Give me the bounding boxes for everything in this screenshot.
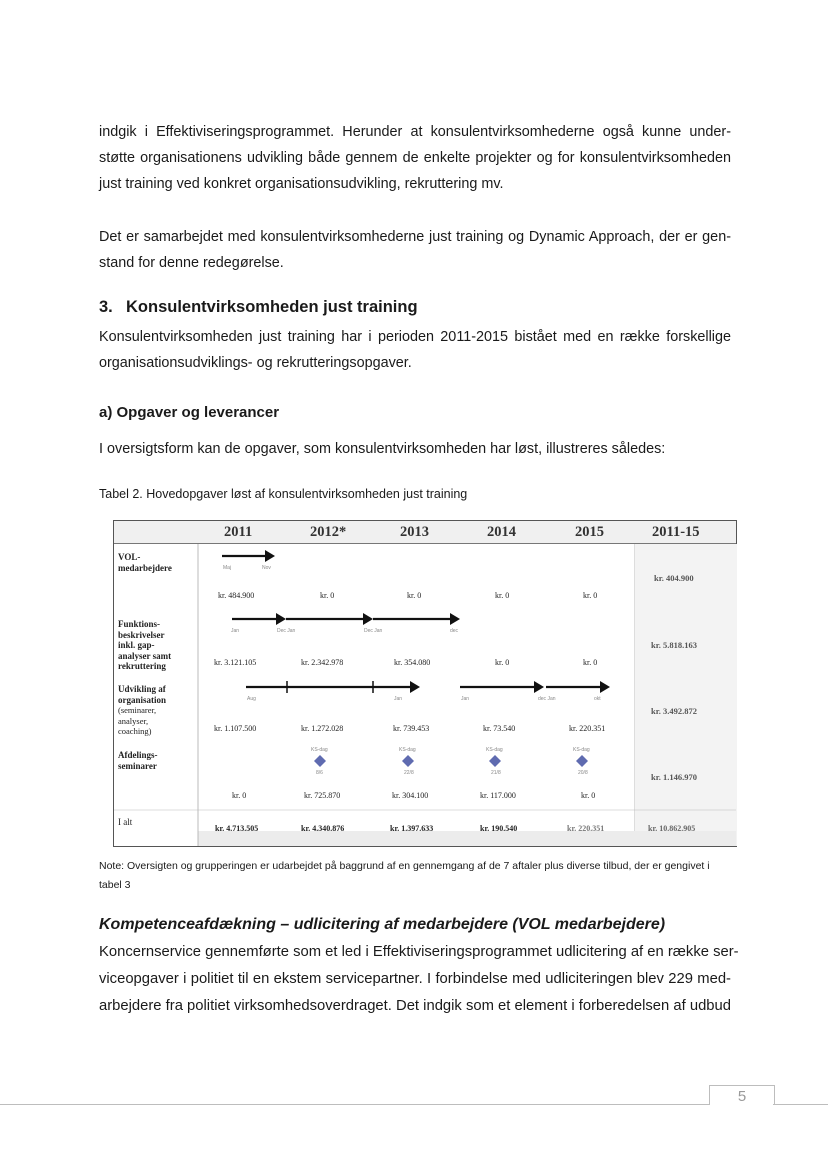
row-label-udv-4: analyser,: [118, 715, 149, 726]
collaboration-paragraph: [99, 224, 731, 276]
tick-udv-2: Jan: [394, 696, 403, 702]
seminar-diamond-2012: [314, 755, 326, 767]
footer-rule-right: [773, 1104, 828, 1105]
row-label-udv-3: (seminarer,: [118, 705, 157, 715]
date-afd-2: 22/8: [404, 770, 414, 776]
tick-afd-1: KS-dag: [311, 747, 328, 753]
year-2011-15: 2011-15: [652, 524, 700, 540]
para2-line-1: Det er samarbejdet med konsulentvirksomhederne just training og Dynamic Approach, der er gen-: [99, 229, 731, 245]
funk-arrowhead-2: [363, 613, 373, 625]
udv-arrowhead-3: [600, 681, 610, 693]
final-line-1: Koncernservice gennemførte som et led i Effektiviseringsprogrammet udlicitering af en række ser-: [99, 944, 739, 960]
total-funk: kr. 5.818.163: [651, 640, 697, 650]
tick-funk-4: dec: [450, 628, 459, 634]
tick-vol-maj: Maj: [223, 565, 232, 571]
row-label-funk-2: beskrivelser: [118, 629, 165, 640]
row-label-funk-5: rekruttering: [118, 661, 166, 671]
udv-arrowhead-2: [534, 681, 544, 693]
section-paragraph: [99, 324, 731, 376]
amount-udv-2012: kr. 1.272.028: [301, 724, 344, 733]
amount-udv-2014: kr. 73.540: [483, 724, 516, 733]
final-line-2: viceopgaver i politiet til en ekstem servicepartner. I forbindelse med udliciteringen blev 229 med-: [99, 971, 731, 987]
intro-paragraph: [99, 119, 731, 197]
amount-udv-2015: kr. 220.351: [569, 724, 606, 733]
section-line-2: organisationsudviklings- og rekrutteringsopgaver.: [99, 355, 412, 371]
row-label-udv-1: Udvikling af: [118, 684, 166, 694]
sum-total: kr. 10.862.905: [648, 824, 696, 833]
tick-udv-1: Aug: [247, 696, 256, 702]
sum-2011: kr. 4.713.505: [215, 824, 259, 833]
amount-vol-2015: kr. 0: [583, 591, 598, 600]
year-2014: 2014: [487, 524, 516, 540]
tick-funk-3: Dec Jan: [364, 628, 383, 634]
tick-funk-1: Jan: [231, 628, 240, 634]
task-table: [113, 520, 737, 847]
row-label-udvikling: [118, 684, 166, 737]
subsection-heading: a) Opgaver og leverancer: [99, 404, 280, 421]
row-label-udv-2: organisation: [118, 694, 167, 705]
final-line-3: arbejdere fra politiet virksomhedsoverdraget. Det indgik som et element i forberedelsen af udbud: [99, 998, 731, 1014]
amount-vol-2011: kr. 484.900: [218, 591, 255, 600]
section-line-1: Konsulentvirksomheden just training har i perioden 2011-2015 bistået med en række forskellige: [99, 329, 731, 345]
para2-line-2: stand for denne redegørelse.: [99, 255, 284, 271]
vol-heading: Kompetenceafdækning – udlicitering af medarbejdere (VOL medarbejdere): [99, 916, 666, 933]
sum-2015: kr. 220.351: [567, 824, 605, 833]
row-label-vol-2: medarbejdere: [118, 562, 172, 573]
seminar-diamond-2014: [489, 755, 501, 767]
row-label-funktions: [118, 619, 171, 672]
tick-afd-4: KS-dag: [573, 747, 590, 753]
year-2013: 2013: [400, 524, 429, 540]
amount-vol-2014: kr. 0: [495, 591, 510, 600]
total-afd: kr. 1.146.970: [651, 772, 697, 782]
date-afd-1: 8/6: [316, 770, 323, 776]
intro-line-3: just training ved konkret organisationsudvikling, rekruttering mv.: [99, 176, 504, 192]
amount-udv-2013: kr. 739.453: [393, 724, 430, 733]
date-afd-3: 21/8: [491, 770, 501, 776]
row-label-funk-1: Funktions-: [118, 619, 161, 629]
funk-arrowhead-1: [276, 613, 286, 625]
section-number: 3.: [99, 298, 113, 316]
row-label-udv-5: coaching): [118, 726, 152, 736]
total-udv: kr. 3.492.872: [651, 706, 697, 716]
tick-afd-3: KS-dag: [486, 747, 503, 753]
funk-arrowhead-3: [450, 613, 460, 625]
date-afd-4: 20/8: [578, 770, 588, 776]
amount-afd-2014: kr. 117.000: [480, 791, 516, 800]
udv-arrowhead-1: [410, 681, 420, 693]
amount-afd-2011: kr. 0: [232, 791, 247, 800]
year-2015: 2015: [575, 524, 604, 540]
amount-afd-2013: kr. 304.100: [392, 791, 429, 800]
row-label-afd-1: Afdelings-: [118, 750, 158, 760]
tick-funk-2: Dec Jan: [277, 628, 296, 634]
row-label-funk-4: analyser samt: [118, 650, 172, 661]
tick-udv-5: okt: [594, 696, 601, 702]
intro-line-2: støtte organisationens udvikling både gennem de enkelte projekter og for konsulentvirksomheden: [99, 150, 731, 166]
row-label-vol-1: VOL-: [118, 552, 141, 562]
vol-arrowhead: [265, 550, 275, 562]
table-caption: Tabel 2. Hovedopgaver løst af konsulentvirksomheden just training: [99, 487, 468, 501]
sum-2013: kr. 1.397.633: [390, 824, 434, 833]
amount-vol-2012: kr. 0: [320, 591, 335, 600]
subsection-paragraph: [99, 436, 731, 462]
amount-afd-2015: kr. 0: [581, 791, 596, 800]
row-label-afd-2: seminarer: [118, 760, 157, 771]
tick-udv-3: Jan: [461, 696, 470, 702]
amount-afd-2012: kr. 725.870: [304, 791, 341, 800]
seminar-diamond-2015: [576, 755, 588, 767]
section-title: Konsulentvirksomheden just training: [126, 298, 418, 316]
amount-funk-2011: kr. 3.121.105: [214, 658, 257, 667]
intro-line-1: indgik i Effektiviseringsprogrammet. Herunder at konsulentvirksomhederne også kunne under-: [99, 124, 731, 140]
sum-2012: kr. 4.340.876: [301, 824, 345, 833]
subsection-line: I oversigtsform kan de opgaver, som konsulentvirksomheden har løst, illustreres således:: [99, 441, 666, 457]
tick-afd-2: KS-dag: [399, 747, 416, 753]
tick-vol-nov: Nov: [262, 565, 271, 571]
seminar-diamond-2013: [402, 755, 414, 767]
year-2011: 2011: [224, 524, 253, 540]
row-label-afdelings: [118, 750, 158, 771]
tick-udv-4: dec Jan: [538, 696, 556, 702]
table-note: Note: Oversigten og grupperingen er udarbejdet på baggrund af en gennemgang af de 7 aftaler plus diverse tilbud, der er gengivet i tabel 3: [99, 860, 710, 891]
sum-2014: kr. 190.540: [480, 824, 518, 833]
amount-vol-2013: kr. 0: [407, 591, 422, 600]
amount-udv-2011: kr. 1.107.500: [214, 724, 257, 733]
row-label-funk-3: inkl. gap-: [118, 640, 155, 650]
page-number: 5: [709, 1085, 775, 1105]
year-2012: 2012*: [310, 524, 347, 540]
amount-funk-2013: kr. 354.080: [394, 658, 431, 667]
amount-funk-2012: kr. 2.342.978: [301, 658, 344, 667]
row-label-vol: [118, 552, 172, 573]
amount-funk-2015: kr. 0: [583, 658, 598, 667]
row-label-ialt: I alt: [118, 817, 133, 827]
footer-rule-left: [0, 1104, 709, 1105]
final-paragraph: [99, 939, 739, 1020]
total-vol: kr. 404.900: [654, 573, 694, 583]
amount-funk-2014: kr. 0: [495, 658, 510, 667]
section-heading: [99, 298, 418, 317]
